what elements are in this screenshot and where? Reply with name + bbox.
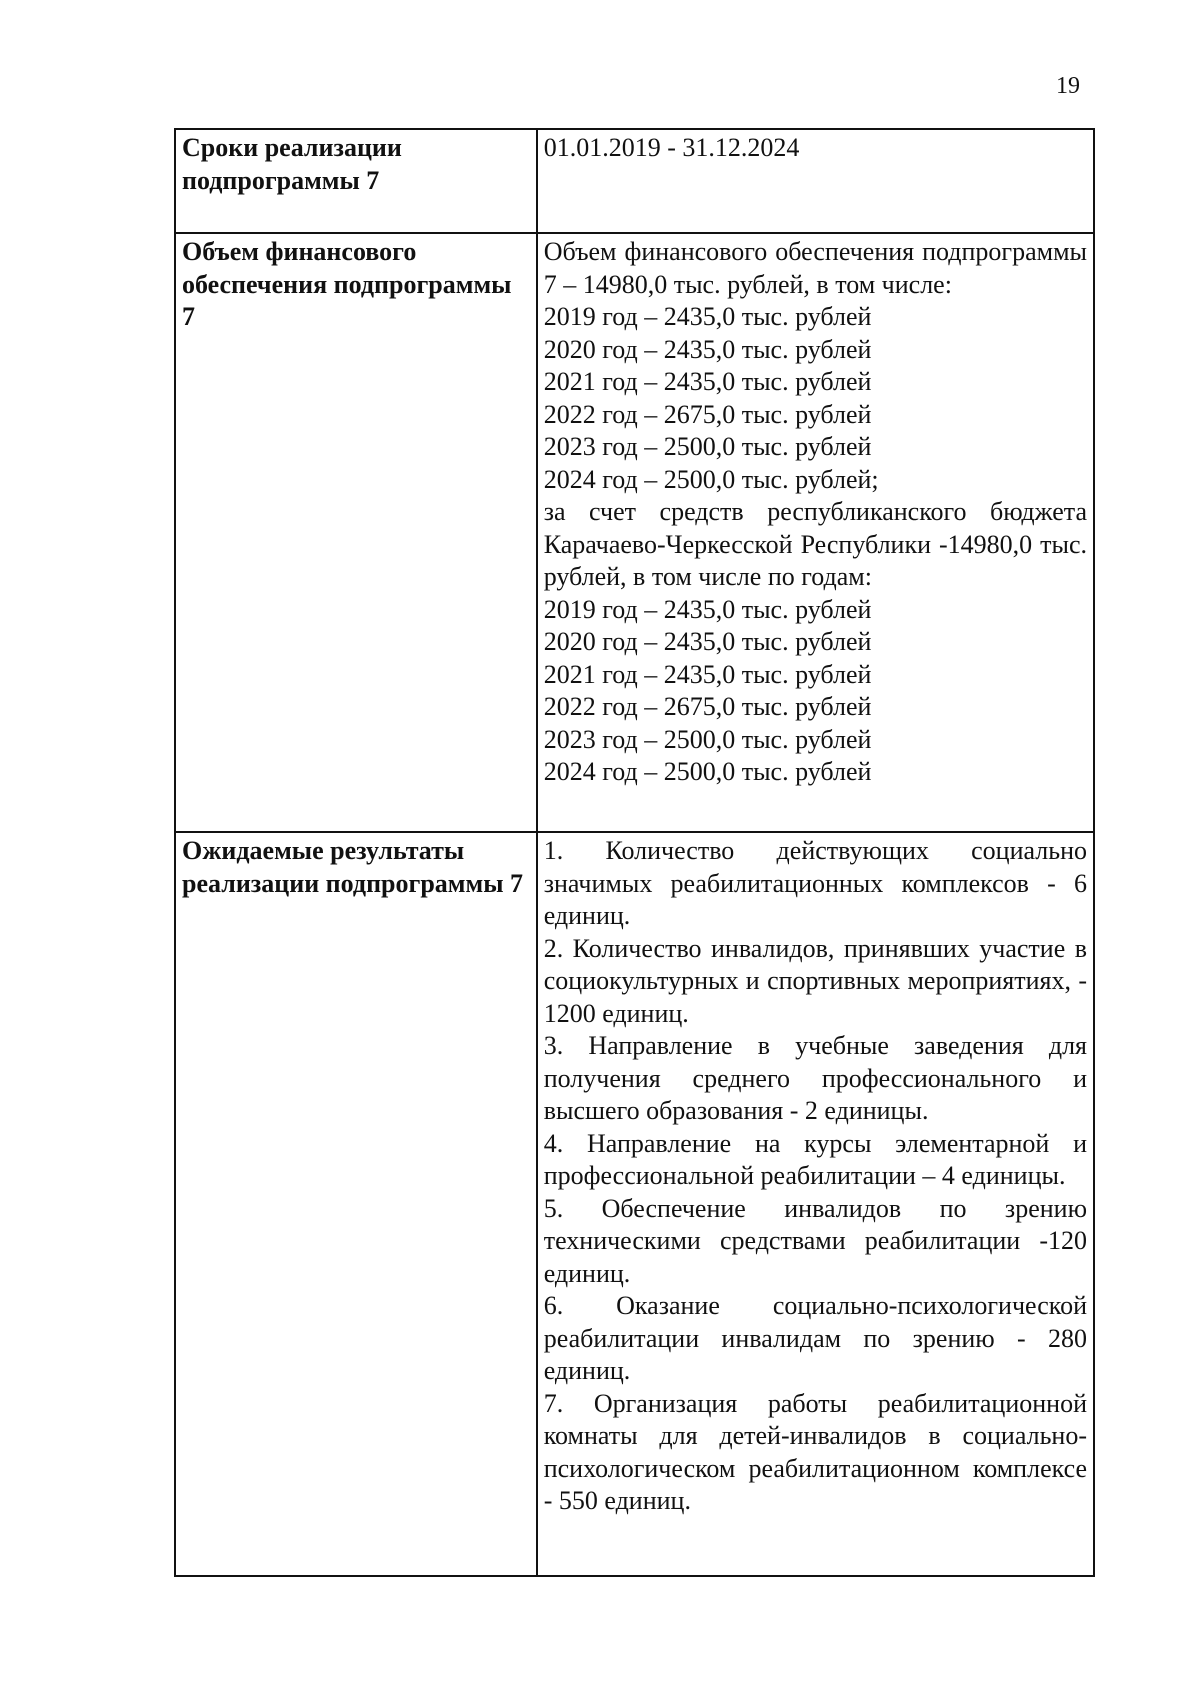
period-label: Сроки реализации подпрограммы 7	[175, 129, 537, 233]
funding-year-republic: 2020 год – 2435,0 тыс. рублей	[543, 627, 872, 656]
funding-year-total: 2021 год – 2435,0 тыс. рублей	[543, 367, 872, 396]
funding-year-republic: 2024 год – 2500,0 тыс. рублей	[543, 757, 872, 786]
funding-year-republic: 2021 год – 2435,0 тыс. рублей	[543, 659, 872, 689]
result-item: 5. Обеспечение инвалидов по зрению техническими средствами реабилитации -120 единиц.	[543, 1193, 1087, 1288]
funding-year-total: 2024 год – 2500,0 тыс. рублей;	[543, 464, 879, 494]
result-item: 3. Направление в учебные заведения для получения среднего профессионального и высшего образования - 2 единицы.	[543, 1031, 1087, 1125]
funding-year-total: 2019 год – 2435,0 тыс. рублей	[543, 302, 872, 331]
result-item: 6. Оказание социально-психологической реабилитации инвалидам по зрению - 280 единиц.	[543, 1291, 1087, 1385]
funding-year-republic: 2022 год – 2675,0 тыс. рублей	[543, 692, 872, 721]
table-row-period	[175, 129, 1094, 233]
table-row-funding	[175, 233, 1094, 832]
funding-republic-intro: за счет средств республиканского бюджета Карачаево-Черкесской Республики -14980,0 тыс. рублей, в том числе по годам:	[543, 497, 1087, 591]
funding-year-republic: 2019 год – 2435,0 тыс. рублей	[543, 594, 872, 624]
funding-label: Объем финансового обеспечения подпрограммы 7	[175, 233, 537, 832]
results-value	[537, 832, 1094, 1576]
subprogram-passport-table	[174, 128, 1095, 1577]
result-item: 1. Количество действующих социально значимых реабилитационных комплексов - 6 единиц.	[543, 836, 1087, 930]
funding-intro: Объем финансового обеспечения подпрограммы 7 – 14980,0 тыс. рублей, в том числе:	[543, 237, 1087, 299]
funding-value	[537, 233, 1094, 832]
funding-year-total: 2020 год – 2435,0 тыс. рублей	[543, 334, 872, 364]
funding-year-total: 2023 год – 2500,0 тыс. рублей	[543, 432, 872, 461]
page-number: 19	[1056, 73, 1080, 99]
result-item: 4. Направление на курсы элементарной и профессиональной реабилитации – 4 единицы.	[543, 1128, 1087, 1190]
period-value: 01.01.2019 - 31.12.2024	[537, 129, 1094, 233]
result-item: 2. Количество инвалидов, принявших участие в социокультурных и спортивных мероприятиях, - 1200 единиц.	[543, 933, 1087, 1028]
results-label: Ожидаемые результаты реализации подпрограммы 7	[175, 832, 537, 1576]
result-item: 7. Организация работы реабилитационной комнаты для детей-инвалидов в социально-психологическом реабилитационном комплексе - 550 единиц.	[543, 1388, 1087, 1515]
funding-year-total: 2022 год – 2675,0 тыс. рублей	[543, 399, 872, 429]
funding-year-republic: 2023 год – 2500,0 тыс. рублей	[543, 724, 872, 754]
table-row-results	[175, 832, 1094, 1576]
